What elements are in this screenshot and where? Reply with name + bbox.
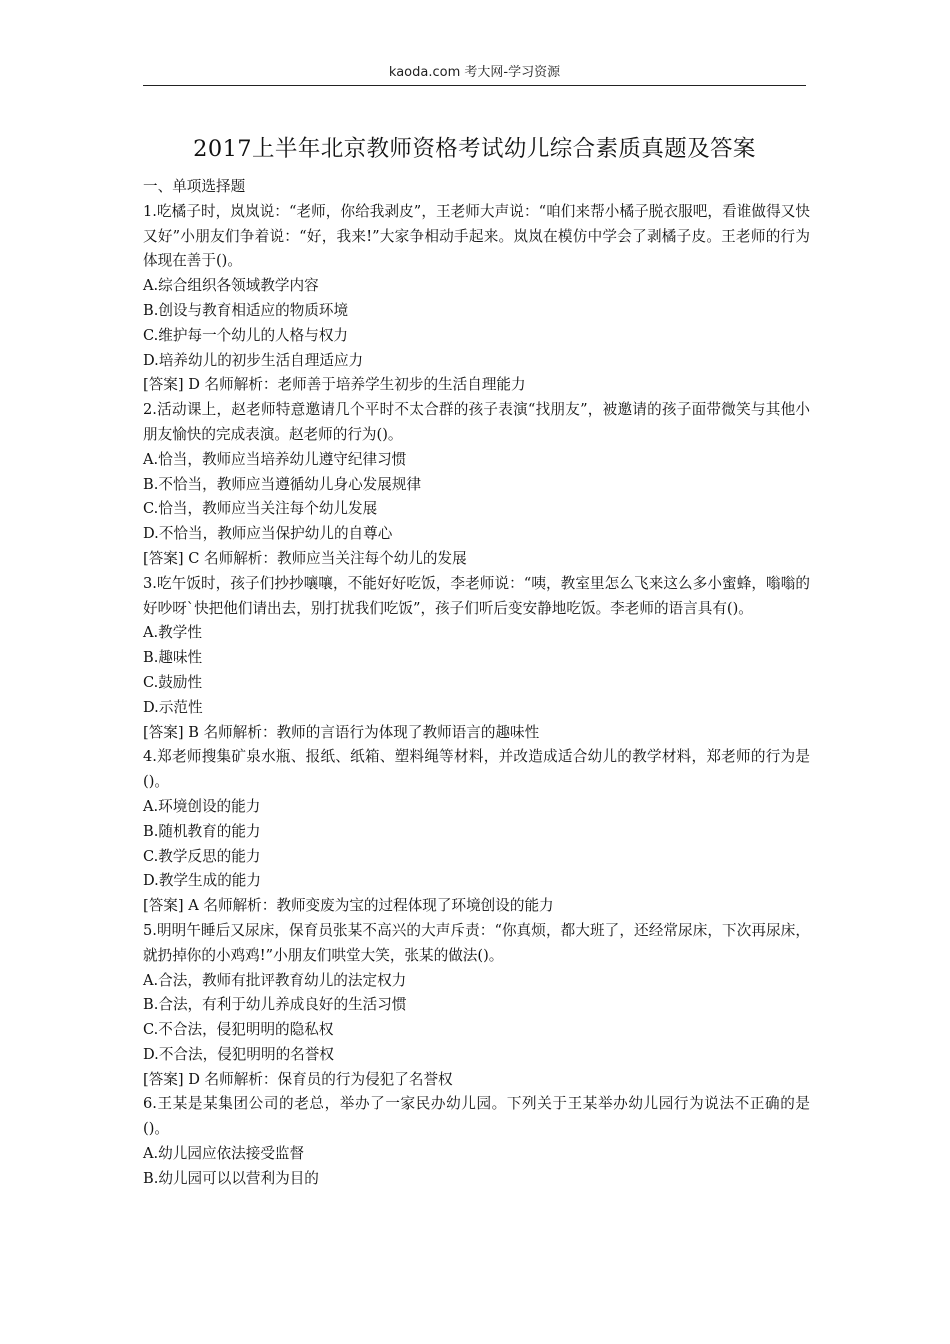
- option-c: C.鼓励性: [143, 673, 203, 691]
- header-divider: [143, 85, 806, 86]
- answer-explanation: [答案] A 名师解析：教师变废为宝的过程体现了环境创设的能力: [143, 897, 554, 915]
- answer-explanation: [答案] C 名师解析：教师应当关注每个幼儿的发展: [143, 549, 467, 567]
- question-text: 4.郑老师搜集矿泉水瓶、报纸、纸箱、塑料绳等材料，并改造成适合幼儿的教学材料，郑老师的行为是()。: [143, 748, 810, 791]
- question-3: [143, 572, 810, 746]
- option-a: A.合法，教师有批评教育幼儿的法定权力: [143, 971, 407, 989]
- option-b: B.幼儿园可以以营利为目的: [143, 1169, 319, 1187]
- question-1: [143, 200, 810, 398]
- option-a: A.恰当，教师应当培养幼儿遵守纪律习惯: [143, 450, 407, 468]
- option-b: B.随机教育的能力: [143, 822, 261, 840]
- option-b: B.合法，有利于幼儿养成良好的生活习惯: [143, 996, 407, 1014]
- page-header: kaoda.com 考大网-学习资源: [388, 65, 561, 80]
- question-2: [143, 398, 810, 572]
- option-d: D.教学生成的能力: [143, 872, 261, 890]
- answer-explanation: [答案] B 名师解析：教师的言语行为体现了教师语言的趣味性: [143, 723, 540, 741]
- option-d: D.不恰当，教师应当保护幼儿的自尊心: [143, 525, 393, 543]
- option-b: B.趣味性: [143, 649, 203, 667]
- question-text: 6.王某是某集团公司的老总，举办了一家民办幼儿园。下列关于王某举办幼儿园行为说法不正确的是()。: [143, 1095, 810, 1138]
- question-text: 2.活动课上，赵老师特意邀请几个平时不太合群的孩子表演“找朋友”，被邀请的孩子面带微笑与其他小朋友愉快的完成表演。赵老师的行为()。: [143, 401, 810, 443]
- option-b: B.不恰当，教师应当遵循幼儿身心发展规律: [143, 475, 422, 493]
- answer-explanation: [答案] D 名师解析：保育员的行为侵犯了名誉权: [143, 1070, 453, 1088]
- option-a: A.综合组织各领域教学内容: [143, 277, 319, 295]
- option-a: A.幼儿园应依法接受监督: [143, 1145, 305, 1163]
- document-body: [143, 175, 810, 1192]
- option-c: C.维护每一个幼儿的人格与权力: [143, 326, 349, 344]
- option-d: D.示范性: [143, 698, 203, 716]
- option-d: D.不合法，侵犯明明的名誉权: [143, 1045, 334, 1063]
- section-heading: 一、单项选择题: [143, 178, 246, 195]
- question-text: 1.吃橘子时，岚岚说：“老师，你给我剥皮”，王老师大声说：“咱们来帮小橘子脱衣服吧，看谁做得又快又好”小朋友们争着说：“好，我来!”大家争相动手起来。岚岚在模仿中学会了剥橘子皮。王老师的行为体现在善于()。: [143, 202, 810, 270]
- option-c: C.教学反思的能力: [143, 847, 261, 865]
- question-5: [143, 919, 810, 1093]
- question-text: 5.明明午睡后又尿床，保育员张某不高兴的大声斥责：“你真烦，都大班了，还经常尿床，下次再尿床，就扔掉你的小鸡鸡!”小朋友们哄堂大笑，张某的做法()。: [143, 921, 810, 964]
- option-a: A.环境创设的能力: [143, 797, 261, 815]
- question-6: [143, 1092, 810, 1191]
- document-title: 2017上半年北京教师资格考试幼儿综合素质真题及答案: [193, 136, 756, 162]
- option-a: A.教学性: [143, 624, 202, 642]
- option-b: B.创设与教育相适应的物质环境: [143, 301, 349, 319]
- option-c: C.恰当，教师应当关注每个幼儿发展: [143, 500, 378, 518]
- option-d: D.培养幼儿的初步生活自理适应力: [143, 351, 364, 369]
- question-text: 3.吃午饭时，孩子们抄抄嚷嚷，不能好好吃饭，李老师说：“咦，教室里怎么飞来这么多小蜜蜂，嗡嗡的好吵呀`快把他们请出去，别打扰我们吃饭”，孩子们听后变安静地吃饭。李老师的语言具有()。: [143, 574, 810, 617]
- question-4: [143, 745, 810, 919]
- answer-explanation: [答案] D 名师解析：老师善于培养学生初步的生活自理能力: [143, 376, 526, 394]
- option-c: C.不合法，侵犯明明的隐私权: [143, 1021, 334, 1039]
